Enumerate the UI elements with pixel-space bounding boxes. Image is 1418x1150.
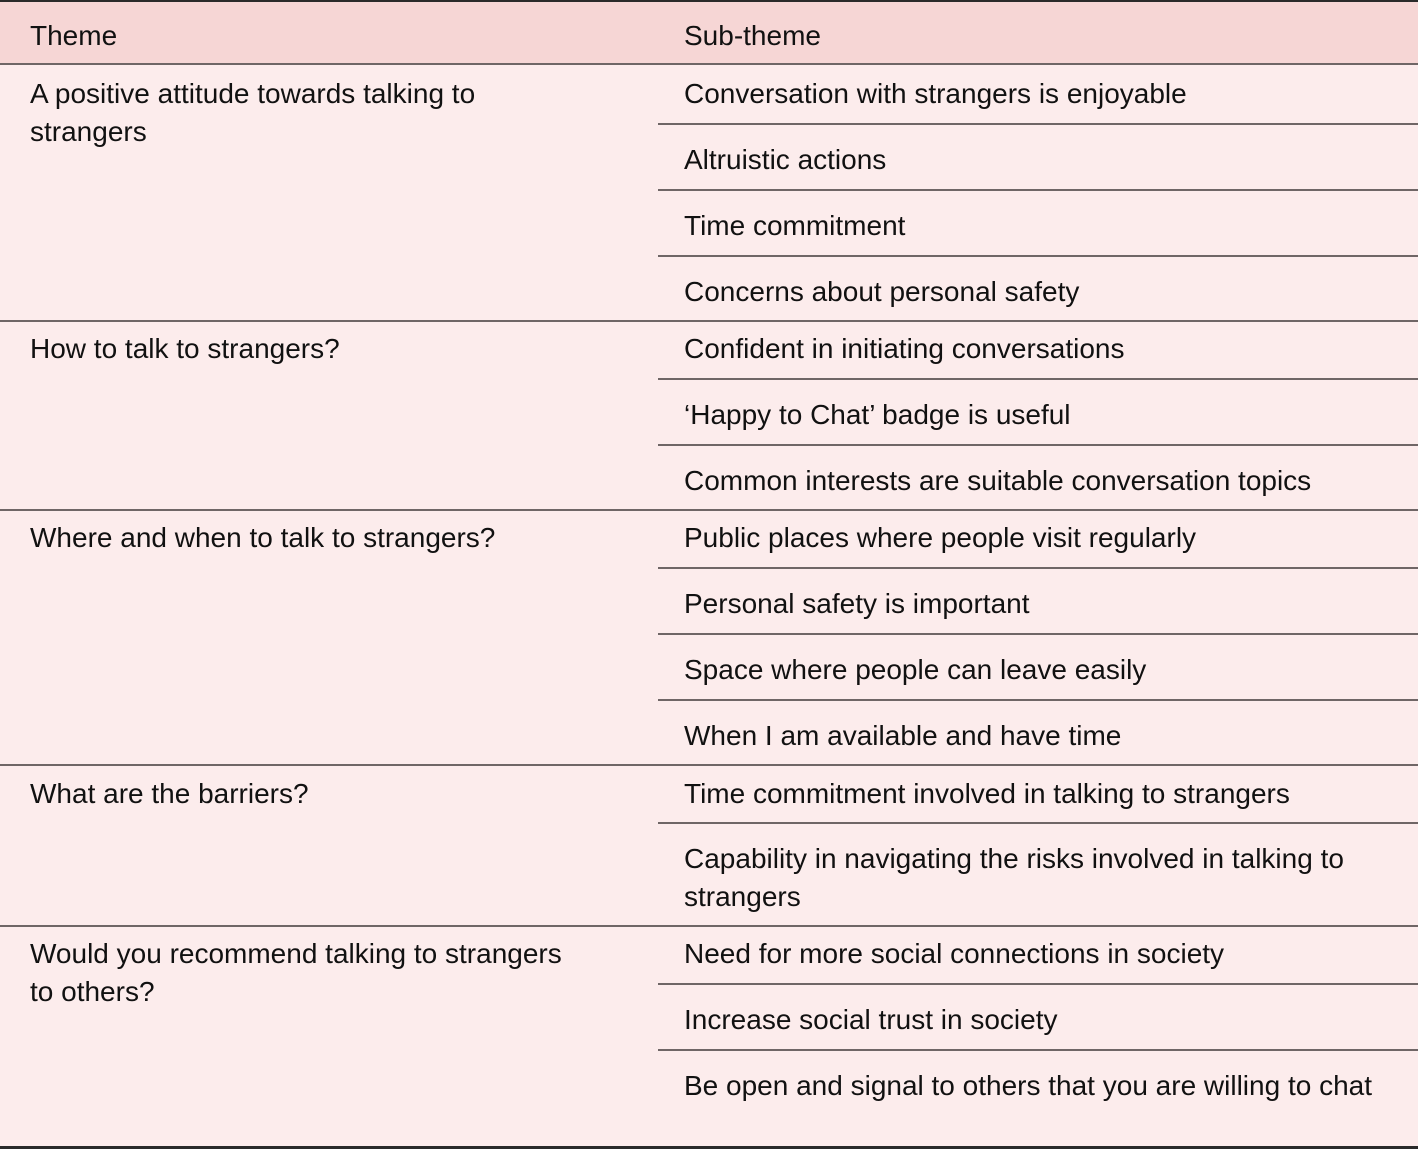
row-divider	[658, 822, 1418, 824]
subtheme-cell: Concerns about personal safety	[684, 276, 1080, 307]
subtheme-cell: Space where people can leave easily	[684, 654, 1147, 685]
theme-cell: A positive attitude towards talking to strangers	[30, 78, 476, 147]
group-divider	[0, 925, 1418, 927]
header-theme: Theme	[30, 20, 118, 51]
row-divider	[658, 444, 1418, 446]
table-header	[0, 2, 1418, 65]
theme-cell: Would you recommend talking to strangers to others?	[30, 938, 562, 1007]
row-divider	[658, 378, 1418, 380]
subtheme-cell: Time commitment involved in talking to strangers	[684, 778, 1290, 809]
row-divider	[658, 567, 1418, 569]
theme-cell: How to talk to strangers?	[30, 333, 340, 364]
group-divider	[0, 320, 1418, 322]
subtheme-cell: Capability in navigating the risks involved in talking to strangers	[684, 843, 1344, 912]
subtheme-cell: Public places where people visit regularly	[684, 522, 1197, 553]
subtheme-cell: Common interests are suitable conversation topics	[684, 465, 1312, 496]
subtheme-cell: Time commitment	[684, 210, 906, 241]
group-divider	[0, 764, 1418, 766]
subtheme-cell: Increase social trust in society	[684, 1004, 1058, 1035]
subtheme-cell: Personal safety is important	[684, 588, 1030, 619]
subtheme-cell: Altruistic actions	[684, 144, 887, 175]
subtheme-cell: Need for more social connections in society	[684, 938, 1225, 969]
row-divider	[658, 699, 1418, 701]
subtheme-cell: Be open and signal to others that you are willing to chat	[684, 1070, 1372, 1101]
subtheme-cell: When I am available and have time	[684, 720, 1122, 751]
theme-cell: What are the barriers?	[30, 778, 309, 809]
bottom-rule	[0, 1146, 1418, 1149]
theme-cell: Where and when to talk to strangers?	[30, 522, 496, 553]
row-divider	[658, 1049, 1418, 1051]
subtheme-cell: Confident in initiating conversations	[684, 333, 1125, 364]
subtheme-cell: Conversation with strangers is enjoyable	[684, 78, 1187, 109]
header-subtheme: Sub-theme	[684, 20, 821, 51]
row-divider	[658, 255, 1418, 257]
group-divider	[0, 509, 1418, 511]
row-divider	[658, 123, 1418, 125]
row-divider	[658, 633, 1418, 635]
row-divider	[658, 983, 1418, 985]
subtheme-cell: ‘Happy to Chat’ badge is useful	[684, 399, 1071, 430]
row-divider	[658, 189, 1418, 191]
